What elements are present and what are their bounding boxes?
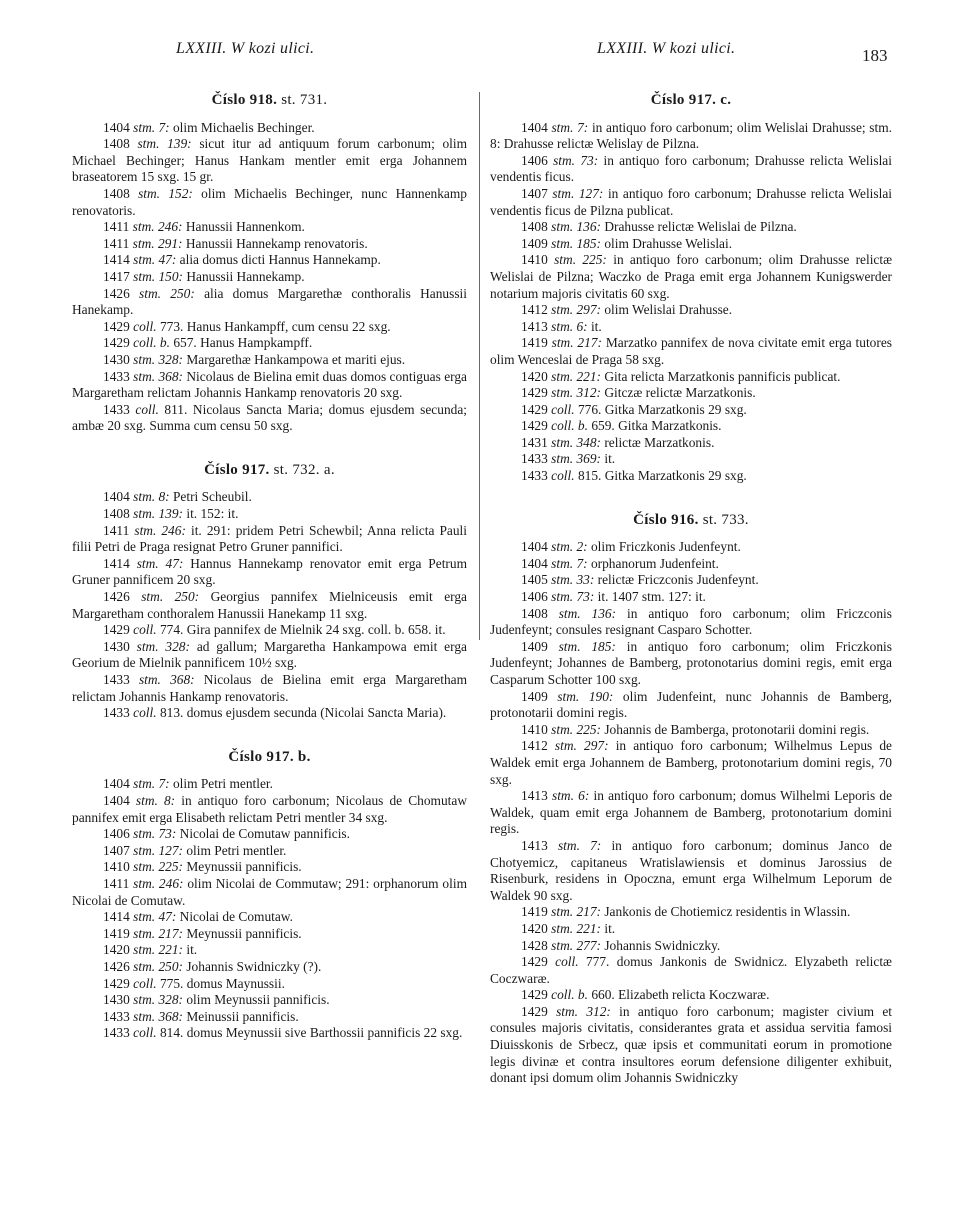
- entry-year: 1408: [521, 219, 548, 235]
- register-entry: [490, 639, 892, 689]
- entry-source: stm. 150:: [133, 268, 183, 284]
- entry-source: coll. b.: [133, 335, 170, 351]
- register-entry: [72, 186, 467, 219]
- register-entry: [72, 926, 467, 943]
- right-column: [490, 92, 892, 1087]
- register-entry: [72, 843, 467, 860]
- entry-text: it. 291: pridem Petri Schewbil; Anna relicta Pauli filii Petri de Praga resignat Petro Gruner pannifici.: [72, 522, 467, 555]
- register-entry: [490, 921, 892, 938]
- entry-text: orphanorum Judenfeint.: [590, 555, 719, 571]
- entry-year: 1430: [103, 638, 130, 654]
- entry-source: stm. 312:: [551, 385, 601, 401]
- entry-year: 1409: [521, 638, 548, 654]
- entry-text: Meynussii pannificis.: [186, 859, 302, 875]
- entry-text: relictæ Marzatkonis.: [604, 434, 715, 450]
- entry-text: sicut itur ad antiquum forum carbonum; olim Michael Bechinger; Hanus Hankam mentler emit erga Johannem braseatorem 15 sxg. 15 gr.: [72, 136, 468, 185]
- section-suffix: st. 731.: [281, 92, 328, 108]
- entry-text: it. 152: it.: [186, 506, 239, 522]
- entry-source: coll.: [133, 1025, 157, 1041]
- entry-text: alia domus dicti Hannus Hannekamp.: [179, 252, 381, 268]
- register-entry: [490, 418, 892, 435]
- entry-year: 1404: [103, 119, 130, 135]
- entry-source: stm. 73:: [553, 152, 599, 168]
- register-entry: [72, 672, 467, 705]
- entry-source: stm. 225:: [551, 721, 601, 737]
- entry-source: coll.: [551, 401, 575, 417]
- entry-text: in antiquo foro carbonum; Nicolaus de Chomutaw pannifex emit erga Elisabeth relictam Petri mentler 34 sxg.: [72, 792, 467, 825]
- entry-source: stm. 47:: [133, 252, 177, 268]
- register-entry: [72, 120, 467, 137]
- entry-source: stm. 328:: [133, 992, 183, 1008]
- entry-year: 1419: [521, 335, 548, 351]
- entry-year: 1414: [103, 555, 130, 571]
- register-entry: [72, 959, 467, 976]
- entry-source: stm. 6:: [551, 788, 590, 804]
- entry-text: olim Michaelis Bechinger, nunc Hannenkamp renovatoris.: [72, 185, 467, 218]
- register-entry: [72, 286, 467, 319]
- register-entry: [72, 523, 467, 556]
- register-entry: [72, 506, 467, 523]
- entry-year: 1412: [521, 738, 548, 754]
- entry-text: 660. Elizabeth relicta Koczwaræ.: [591, 987, 770, 1003]
- entry-source: stm. 250:: [139, 285, 195, 301]
- register-entry: [490, 402, 892, 419]
- entry-text: Johannis Swidniczky (?).: [186, 958, 322, 974]
- entry-year: 1420: [521, 368, 548, 384]
- entry-source: coll. b.: [551, 987, 588, 1003]
- register-entry: [490, 219, 892, 236]
- register-entry: [72, 622, 467, 639]
- register-entry: [490, 722, 892, 739]
- register-entry: [72, 269, 467, 286]
- entry-text: olim Judenfeint, nunc Johannis de Bamberg, protonotarii domini regis.: [490, 688, 892, 721]
- entry-source: stm. 221:: [551, 920, 601, 936]
- register-entry: [72, 369, 467, 402]
- entry-text: olim Welislai Drahusse.: [604, 302, 733, 318]
- entry-text: it.: [186, 942, 198, 958]
- entry-year: 1431: [521, 434, 548, 450]
- entry-text: olim Meynussii pannificis.: [186, 992, 330, 1008]
- entry-text: in antiquo foro carbonum; Drahusse relicta Welislai vendentis ficus de Pilzna publicat.: [490, 185, 892, 218]
- entry-text: Hanussii Hannekamp.: [186, 268, 305, 284]
- entry-year: 1429: [103, 975, 130, 991]
- entry-source: stm. 291:: [132, 235, 183, 251]
- section-title: [490, 92, 892, 109]
- entry-year: 1409: [521, 235, 548, 251]
- register-entry: [490, 738, 892, 788]
- entry-text: 776. Gitka Marzatkonis 29 sxg.: [577, 401, 747, 417]
- entry-year: 1411: [103, 235, 130, 251]
- entry-year: 1414: [103, 909, 130, 925]
- entry-text: Petri Scheubil.: [172, 489, 252, 505]
- entry-text: it.: [590, 318, 602, 334]
- entry-text: in antiquo foro carbonum; magister civium et consules majoris civitatis, considerantes grata et assidua servitia famosi Diuisskonis de Srbecz, quæ ipsis et communitati eorum in promotione legis divinæ et contra insultores eorum defensione diligenter exhibuit, donant ipsi domum olim Johannis Swidniczky: [490, 1003, 893, 1086]
- entry-year: 1409: [521, 688, 548, 704]
- entry-text: 774. Gira pannifex de Mielnik 24 sxg. coll. b. 658. it.: [159, 622, 446, 638]
- register-entry: [72, 793, 467, 826]
- entry-text: Hanussii Hannenkom.: [185, 219, 305, 235]
- register-entry: [72, 876, 467, 909]
- entry-text: Johannis de Bamberga, protonotarii domini regis.: [604, 721, 870, 737]
- register-entry: [490, 451, 892, 468]
- register-entry: [490, 572, 892, 589]
- register-entry: [490, 606, 892, 639]
- entry-text: in antiquo foro carbonum; olim Friczkonis Judenfeynt; Johannes de Bamberg, protonotarius domini regis, emit erga Casparum Schotter 100 sxg.: [490, 638, 892, 687]
- section-title: [72, 749, 467, 766]
- entry-text: ad gallum; Margaretha Hankampowa emit erga Georium de Mielnik pannificem 10½ sxg.: [72, 638, 467, 671]
- entry-text: Hanussii Hannekamp renovatoris.: [185, 235, 368, 251]
- entry-year: 1433: [103, 705, 130, 721]
- entry-year: 1429: [521, 1003, 548, 1019]
- entry-text: in antiquo foro carbonum; olim Drahusse relictæ Welislai de Pilzna; Waczko de Praga emit erga Johannem Kunigswerder notarium majoris civitatis 60 sxg.: [490, 252, 893, 301]
- register-entry: [72, 976, 467, 993]
- entry-source: stm. 152:: [138, 185, 193, 201]
- entry-source: stm. 136:: [558, 605, 617, 621]
- entry-source: coll.: [133, 318, 157, 334]
- entry-text: Georgius pannifex Mielniceusis emit erga Margaretham conthoralem Hanussii Hanekamp 11 sxg.: [72, 589, 467, 621]
- entry-text: alia domus Margarethæ conthoralis Hanussii Hanekamp.: [72, 285, 467, 318]
- entry-text: Johannis Swidniczky.: [604, 937, 721, 953]
- register-entry: [490, 435, 892, 452]
- entry-text: 659. Gitka Marzatkonis.: [591, 418, 722, 434]
- entry-text: Meinussii pannificis.: [186, 1008, 299, 1024]
- register-entry: [490, 788, 892, 838]
- register-entry: [490, 954, 892, 987]
- entry-source: stm. 185:: [551, 235, 601, 251]
- register-entry: [72, 1009, 467, 1026]
- register-entry: [490, 1004, 892, 1087]
- register-entry: [490, 120, 892, 153]
- entry-text: 811. Nicolaus Sancta Maria; domus ejusdem secunda; ambæ 20 sxg. Summa cum censu 50 sxg.: [72, 401, 467, 434]
- register-entry: [72, 402, 467, 435]
- register-entry: [490, 689, 892, 722]
- register-entry: [72, 826, 467, 843]
- entry-text: 773. Hanus Hankampff, cum censu 22 sxg.: [159, 318, 391, 334]
- register-entry: [490, 468, 892, 485]
- entry-source: stm. 190:: [557, 688, 614, 704]
- entry-year: 1408: [521, 605, 548, 621]
- running-head-right: LXXIII. W kozi ulici.: [597, 40, 736, 57]
- entry-text: 813. domus ejusdem secunda (Nicolai Sancta Maria).: [159, 705, 447, 721]
- register-entry: [72, 335, 467, 352]
- entry-year: 1433: [103, 368, 130, 384]
- entry-year: 1433: [103, 1025, 130, 1041]
- entry-source: stm. 127:: [552, 185, 604, 201]
- entry-source: coll.: [551, 468, 575, 484]
- entry-source: stm. 221:: [133, 942, 183, 958]
- entry-text: in antiquo foro carbonum; dominus Janco de Chotyemicz, capitaneus Wratislawiensis et dominus Jarossius de Risenburk, residens in Opoczna, emunt erga Wilhelmum Leporum de Waldek 90 sxg.: [490, 837, 892, 903]
- entry-year: 1426: [103, 958, 130, 974]
- entry-year: 1404: [103, 776, 130, 792]
- entry-year: 1433: [521, 468, 548, 484]
- entry-source: stm. 246:: [133, 875, 184, 891]
- entry-source: coll. b.: [551, 418, 588, 434]
- section-number: Číslo 918.: [211, 92, 278, 108]
- entry-text: olim Friczkonis Judenfeynt.: [590, 539, 741, 555]
- entry-text: 814. domus Meynussii sive Barthossii pannificis 22 sxg.: [159, 1025, 463, 1041]
- entry-text: 777. domus Jankonis de Swidnicz. Elyzabeth relictæ Coczwaræ.: [490, 954, 892, 986]
- entry-year: 1419: [521, 904, 548, 920]
- section-number: Číslo 917. c.: [650, 92, 732, 108]
- entry-source: stm. 312:: [556, 1003, 611, 1019]
- entry-source: coll.: [555, 954, 579, 970]
- entry-text: it.: [604, 451, 616, 467]
- entry-source: stm. 250:: [141, 589, 200, 605]
- entry-text: 657. Hanus Hampkampff.: [173, 335, 313, 351]
- section-title: [72, 462, 467, 479]
- register-entry: [490, 252, 892, 302]
- entry-text: olim Petri mentler.: [186, 842, 287, 858]
- entry-source: stm. 348:: [551, 434, 601, 450]
- entry-source: stm. 328:: [136, 638, 190, 654]
- entry-text: Nicolai de Comutaw pannificis.: [179, 826, 350, 842]
- entry-year: 1429: [521, 987, 548, 1003]
- entry-text: in antiquo foro carbonum; olim Welislai Drahusse; stm. 8: Drahusse relictæ Welislay de Pilzna.: [490, 119, 892, 152]
- register-entry: [72, 859, 467, 876]
- register-entry: [490, 369, 892, 386]
- register-entry: [490, 335, 892, 368]
- entry-year: 1407: [521, 185, 548, 201]
- section-number: Číslo 917.: [204, 461, 270, 478]
- entry-text: olim Petri mentler.: [172, 776, 273, 792]
- register-entry: [490, 539, 892, 556]
- register-entry: [490, 236, 892, 253]
- entry-source: stm. 246:: [134, 522, 186, 538]
- entry-year: 1426: [103, 285, 130, 301]
- entry-source: stm. 139:: [137, 136, 192, 152]
- entry-source: stm. 73:: [551, 589, 595, 605]
- entry-source: stm. 368:: [138, 672, 195, 687]
- entry-source: coll.: [133, 975, 157, 991]
- entry-year: 1413: [521, 318, 548, 334]
- entry-source: stm. 2:: [551, 539, 588, 555]
- entry-source: stm. 225:: [133, 859, 183, 875]
- entry-year: 1429: [521, 401, 548, 417]
- entry-source: coll.: [133, 705, 157, 721]
- entry-year: 1426: [103, 589, 130, 605]
- entry-year: 1408: [103, 185, 130, 201]
- entry-text: olim Michaelis Bechinger.: [172, 119, 315, 135]
- entry-year: 1414: [103, 252, 130, 268]
- entry-year: 1412: [521, 302, 548, 318]
- register-entry: [490, 987, 892, 1004]
- entry-year: 1411: [103, 522, 130, 538]
- entry-year: 1408: [103, 136, 130, 152]
- entry-text: in antiquo foro carbonum; olim Friczconis Judenfeynt; consules resignant Casparo Schotter.: [490, 605, 892, 638]
- entry-year: 1417: [103, 268, 130, 284]
- entry-year: 1406: [521, 152, 548, 168]
- register-entry: [72, 992, 467, 1009]
- entry-source: stm. 136:: [551, 219, 601, 235]
- entry-source: stm. 217:: [551, 904, 601, 920]
- entry-year: 1410: [521, 252, 548, 268]
- entry-year: 1419: [103, 925, 130, 941]
- entry-year: 1430: [103, 351, 130, 367]
- register-entry: [72, 942, 467, 959]
- entry-source: stm. 297:: [554, 738, 609, 754]
- entry-source: coll.: [133, 622, 157, 638]
- entry-text: Meynussii pannificis.: [186, 925, 302, 941]
- entry-year: 1420: [103, 942, 130, 958]
- entry-text: it.: [604, 920, 616, 936]
- entry-year: 1404: [103, 489, 130, 505]
- register-entry: [490, 938, 892, 955]
- entry-source: stm. 221:: [551, 368, 601, 384]
- entry-source: stm. 217:: [133, 925, 183, 941]
- entry-year: 1406: [521, 589, 548, 605]
- entry-text: Hannus Hannekamp renovator emit erga Petrum Gruner pannificem 20 sxg.: [72, 555, 467, 588]
- entry-source: stm. 33:: [551, 572, 595, 588]
- register-entry: [490, 556, 892, 573]
- entry-text: in antiquo foro carbonum; domus Wilhelmi Leporis de Waldek, quam emit erga Johannem de Bamberg, protonotarium domini regis.: [490, 788, 893, 837]
- entry-source: stm. 297:: [551, 302, 601, 318]
- entry-year: 1413: [521, 837, 548, 853]
- entry-year: 1429: [521, 418, 548, 434]
- entry-text: olim Drahusse Welislai.: [604, 235, 733, 251]
- entry-year: 1413: [521, 788, 548, 804]
- register-entry: [72, 236, 467, 253]
- register-entry: [72, 705, 467, 722]
- entry-year: 1410: [521, 721, 548, 737]
- entry-year: 1405: [521, 572, 548, 588]
- entry-source: stm. 7:: [551, 555, 588, 571]
- register-entry: [490, 838, 892, 904]
- entry-text: Nicolaus de Bielina emit duas domos contiguas erga Margaretham relictam Johannis Hankamp renovatoris 20 sxg.: [72, 368, 468, 401]
- entry-year: 1429: [521, 385, 548, 401]
- entry-text: 815. Gitka Marzatkonis 29 sxg.: [577, 468, 747, 484]
- section-suffix: st. 733.: [702, 511, 749, 528]
- entry-year: 1429: [103, 318, 130, 334]
- entry-year: 1433: [521, 451, 548, 467]
- entry-source: coll.: [135, 401, 159, 417]
- register-entry: [72, 252, 467, 269]
- entry-text: it. 1407 stm. 127: it.: [597, 589, 706, 605]
- section-title: [72, 92, 467, 109]
- entry-source: stm. 328:: [133, 351, 183, 367]
- register-entry: [490, 904, 892, 921]
- entry-year: 1408: [103, 506, 130, 522]
- register-entry: [72, 136, 467, 186]
- entry-source: stm. 185:: [558, 638, 616, 654]
- entry-text: Drahusse relictæ Welislai de Pilzna.: [604, 219, 797, 235]
- entry-year: 1407: [103, 842, 130, 858]
- entry-year: 1429: [103, 335, 130, 351]
- entry-year: 1404: [521, 539, 548, 555]
- register-entry: [490, 589, 892, 606]
- entry-year: 1411: [103, 219, 130, 235]
- entry-year: 1420: [521, 920, 548, 936]
- register-entry: [72, 319, 467, 336]
- entry-text: 775. domus Maynussii.: [159, 975, 285, 991]
- section-number: Číslo 917. b.: [228, 748, 311, 765]
- register-entry: [72, 1025, 467, 1042]
- entry-source: stm. 6:: [551, 318, 588, 334]
- entry-source: stm. 369:: [551, 451, 601, 467]
- entry-year: 1428: [521, 937, 548, 953]
- section-number: Číslo 916.: [633, 511, 699, 528]
- entry-text: in antiquo foro carbonum; Drahusse relicta Welislai vendentis ficus.: [490, 152, 892, 185]
- entry-year: 1411: [103, 875, 130, 891]
- register-entry: [72, 639, 467, 672]
- entry-text: Nicolaus de Bielina emit erga Margaretham relictam Johannis Hankamp renovatoris.: [72, 672, 468, 704]
- entry-text: Margarethæ Hankampowa et mariti ejus.: [186, 351, 406, 367]
- entry-source: stm. 7:: [557, 837, 602, 853]
- section-suffix: st. 732. a.: [273, 461, 335, 478]
- entry-source: stm. 8:: [133, 489, 170, 505]
- entry-source: stm. 277:: [551, 937, 601, 953]
- entry-year: 1404: [103, 792, 130, 808]
- section-title: [490, 512, 892, 529]
- register-entry: [490, 319, 892, 336]
- register-entry: [72, 909, 467, 926]
- register-entry: [490, 186, 892, 219]
- entry-source: stm. 7:: [551, 119, 589, 135]
- entry-year: 1433: [103, 401, 130, 417]
- running-head-left: LXXIII. W kozi ulici.: [176, 40, 315, 57]
- entry-source: stm. 47:: [136, 555, 184, 571]
- entry-source: stm. 127:: [133, 842, 183, 858]
- entry-source: stm. 47:: [133, 909, 177, 925]
- entry-source: stm. 73:: [133, 826, 177, 842]
- register-entry: [490, 302, 892, 319]
- entry-year: 1429: [521, 954, 548, 970]
- entry-year: 1429: [103, 622, 130, 638]
- register-entry: [72, 776, 467, 793]
- entry-text: Gita relicta Marzatkonis pannificis publicat.: [604, 368, 841, 384]
- entry-source: stm. 8:: [135, 792, 176, 808]
- column-divider: [479, 92, 480, 640]
- entry-text: Nicolai de Comutaw.: [179, 909, 293, 925]
- register-entry: [72, 589, 467, 622]
- entry-text: in antiquo foro carbonum; Wilhelmus Lepus de Waldek emit erga Johannem de Bamberg, protonotarium domini regis, 70 sxg.: [490, 738, 892, 787]
- entry-source: stm. 7:: [133, 119, 170, 135]
- entry-source: stm. 7:: [133, 776, 170, 792]
- entry-year: 1433: [103, 672, 130, 687]
- entry-source: stm. 250:: [133, 958, 183, 974]
- entry-text: relictæ Friczconis Judenfeynt.: [597, 572, 759, 588]
- entry-source: stm. 217:: [551, 335, 602, 351]
- entry-year: 1404: [521, 119, 548, 135]
- entry-source: stm. 246:: [132, 219, 183, 235]
- entry-text: Marzatko pannifex de nova civitate emit erga tutores olim Wenceslai de Praga 58 sxg.: [490, 335, 892, 367]
- register-entry: [72, 352, 467, 369]
- entry-source: stm. 368:: [133, 1008, 183, 1024]
- entry-source: stm. 225:: [554, 252, 607, 268]
- entry-source: stm. 139:: [133, 506, 183, 522]
- entry-year: 1404: [521, 555, 548, 571]
- register-entry: [72, 219, 467, 236]
- register-entry: [490, 385, 892, 402]
- entry-year: 1406: [103, 826, 130, 842]
- page-number: 183: [862, 46, 888, 65]
- left-column: [72, 92, 467, 1042]
- entry-text: Gitczæ relictæ Marzatkonis.: [604, 385, 756, 401]
- register-entry: [72, 489, 467, 506]
- entry-year: 1433: [103, 1008, 130, 1024]
- entry-text: Jankonis de Chotiemicz residentis in Wlassin.: [604, 904, 851, 920]
- entry-source: stm. 368:: [133, 368, 184, 384]
- entry-text: olim Nicolai de Commutaw; 291: orphanorum olim Nicolai de Comutaw.: [72, 875, 467, 908]
- entry-year: 1430: [103, 992, 130, 1008]
- entry-year: 1410: [103, 859, 130, 875]
- register-entry: [72, 556, 467, 589]
- register-entry: [490, 153, 892, 186]
